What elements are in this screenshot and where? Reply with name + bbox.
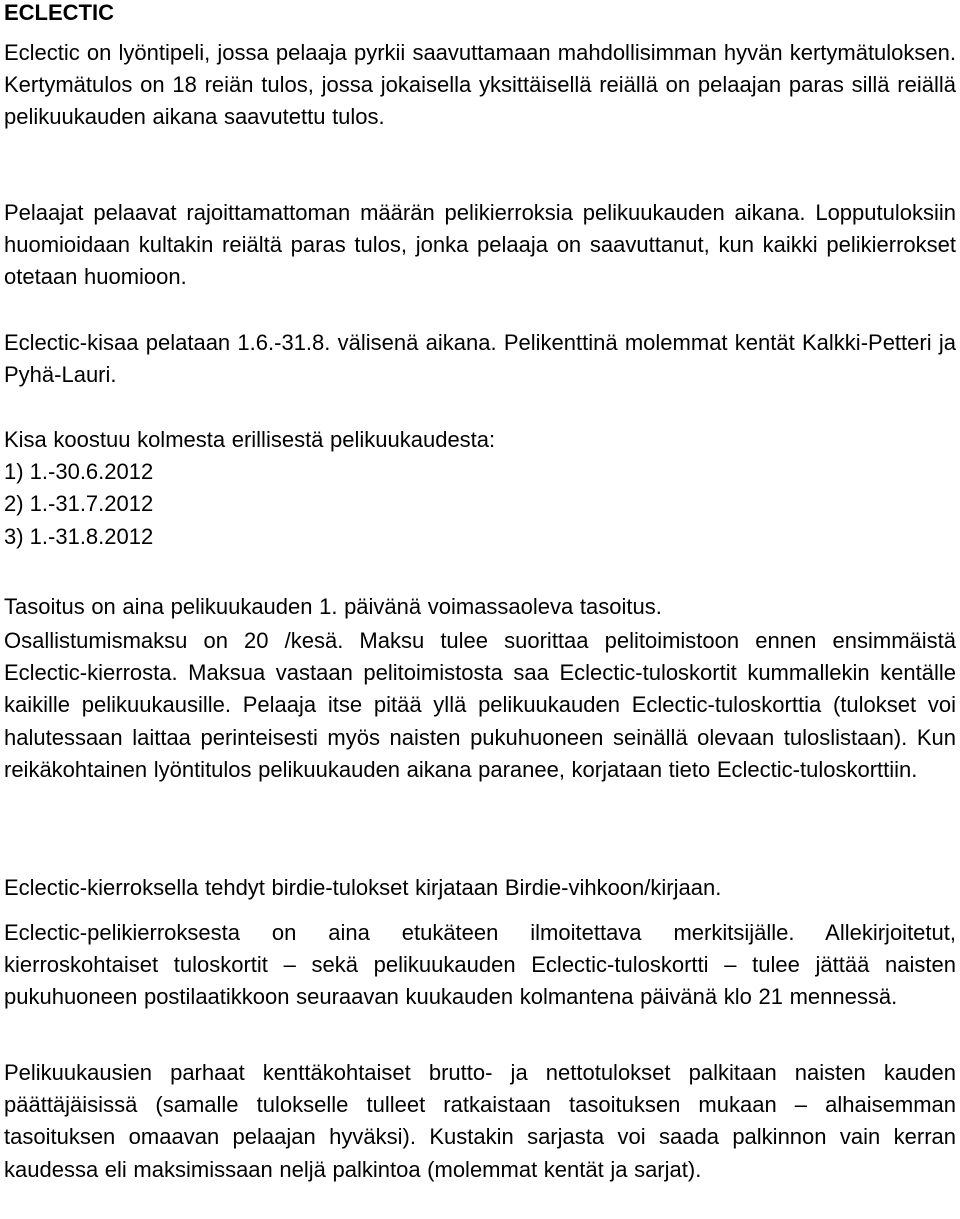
rounds-paragraph: Pelaajat pelaavat rajoittamattoman määrän pelikierroksia pelikuukauden aikana. Lopputuloksiin huomioidaan kultakin reiältä paras tulos, jonka pelaaja on saavuttanut, kun kaikki pelikierrokset otetaan huomioon. (4, 200, 956, 290)
marker-paragraph: Eclectic-pelikierroksesta on aina etukäteen ilmoitettava merkitsijälle. Allekirjoitetut, kierroskohtaiset tuloskortit – sekä pelikuukauden Eclectic-tuloskortti – tulee jättää naisten pukuhuoneen postilaatikkoon seuraavan kuukauden kolmantena päivänä klo 21 mennessä. (4, 920, 956, 1010)
periods-intro: Kisa koostuu kolmesta erillisestä pelikuukaudesta: (4, 427, 496, 452)
period-item: 2) 1.-31.7.2012 (4, 491, 154, 517)
fee-paragraph: Osallistumismaksu on 20 /kesä. Maksu tulee suorittaa pelitoimistoon ennen ensimmäistä Eclectic-kierrosta. Maksua vastaan pelitoimistosta saa Eclectic-tuloskortit kummallekin kentälle kaikille pelikuukausille. Pelaaja itse pitää yllä pelikuukauden Eclectic-tuloskorttia (tulokset voi halutessaan laittaa perinteisesti myös naisten pukuhuoneen seinällä olevaan tuloslistaan). Kun reikäkohtainen lyöntitulos pelikuukauden aikana paranee, korjataan tieto Eclectic-tuloskorttiin. (4, 628, 956, 782)
periods-list (4, 456, 495, 553)
document-title: ECLECTIC (4, 0, 114, 25)
venue-paragraph: Eclectic-kisaa pelataan 1.6.-31.8. välisenä aikana. Pelikenttinä molemmat kentät Kalkki-Petteri ja Pyhä-Lauri. (4, 330, 956, 388)
periods-section (4, 424, 495, 553)
birdie-paragraph: Eclectic-kierroksella tehdyt birdie-tulokset kirjataan Birdie-vihkoon/kirjaan. (4, 875, 722, 900)
intro-paragraph: Eclectic on lyöntipeli, jossa pelaaja pyrkii saavuttamaan mahdollisimman hyvän kertymätuloksen. Kertymätulos on 18 reiän tulos, jossa jokaisella yksittäisellä reiällä on pelaajan paras sillä reiällä pelikuukauden aikana saavutettu tulos. (4, 40, 956, 130)
document-page (4, 0, 956, 1182)
period-item: 3) 1.-31.8.2012 (4, 523, 154, 549)
handicap-paragraph: Tasoitus on aina pelikuukauden 1. päivänä voimassaoleva tasoitus. (4, 594, 662, 619)
prizes-paragraph: Pelikuukausien parhaat kenttäkohtaiset brutto- ja nettotulokset palkitaan naisten kauden päättäjäisissä (samalle tulokselle tulleet ratkaistaan tasoituksen mukaan – alhaisemman tasoituksen omaavan pelaajan hyväksi). Kustakin sarjasta voi saada palkinnon vain kerran kaudessa eli maksimissaan neljä palkintoa (molemmat kentät ja sarjat). (4, 1060, 956, 1182)
period-item: 1) 1.-30.6.2012 (4, 459, 154, 485)
